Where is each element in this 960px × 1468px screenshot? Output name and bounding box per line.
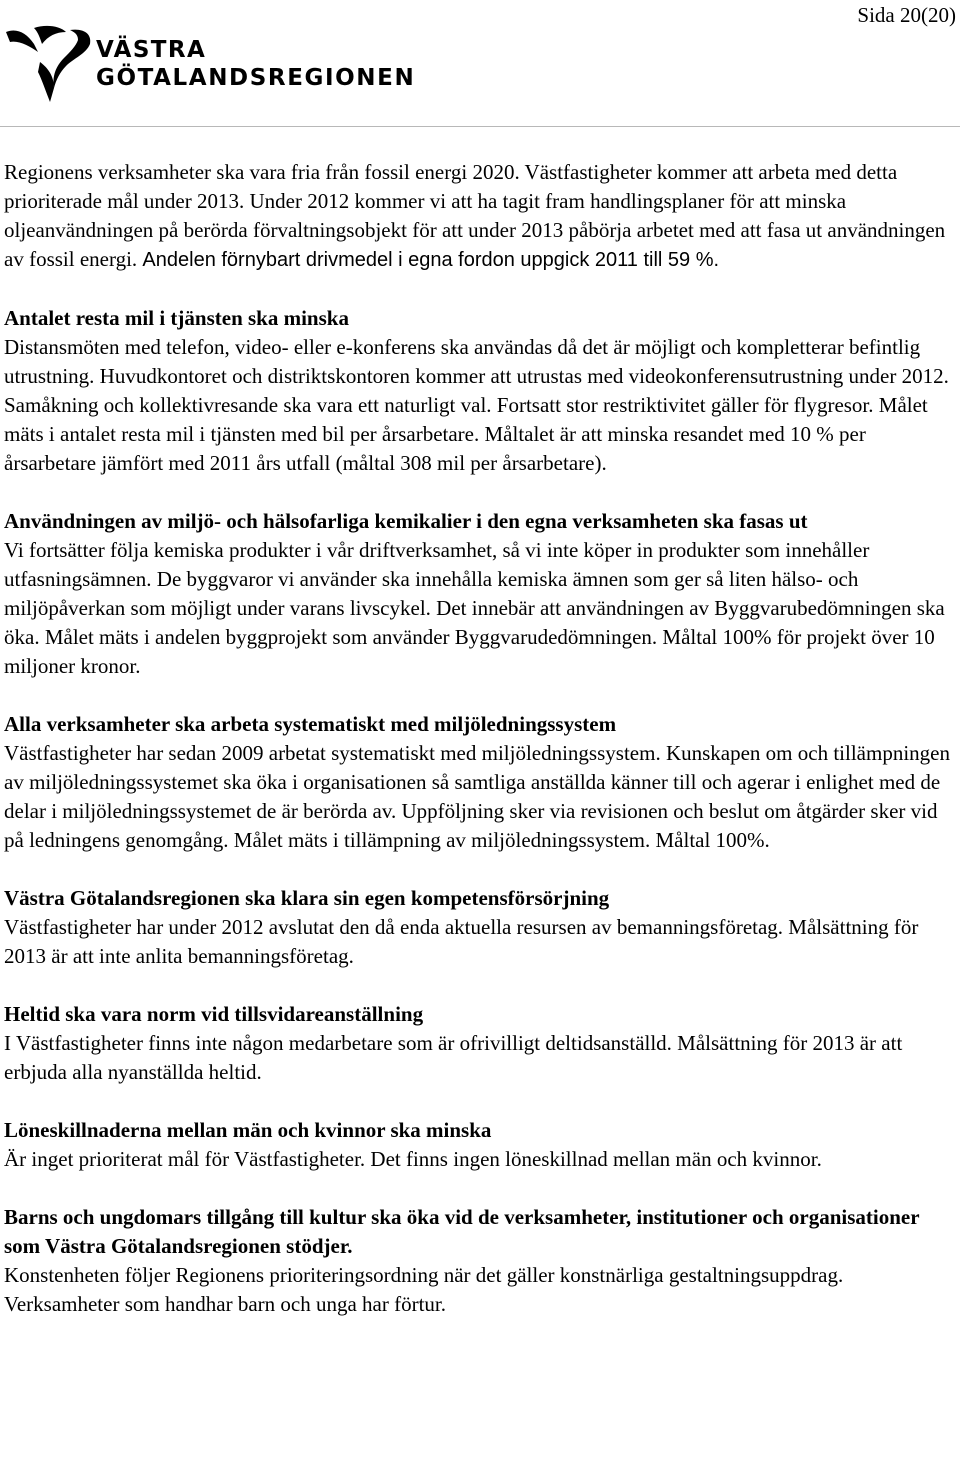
section-travel xyxy=(4,304,954,478)
section-heading: Användningen av miljö- och hälsofarliga kemikalier i den egna verksamheten ska fasas ut xyxy=(4,509,808,533)
logo xyxy=(4,22,416,108)
intro-sans-text: Andelen förnybart drivmedel i egna fordon uppgick 2011 till 59 %. xyxy=(142,249,720,271)
section-heading: Löneskillnaderna mellan män och kvinnor ska minska xyxy=(4,1118,492,1142)
logo-line1: VÄSTRA xyxy=(96,37,207,63)
vastra-gotalandsregionen-emblem-icon xyxy=(4,22,94,108)
document-body xyxy=(4,158,954,1319)
section-body: Konstenheten följer Regionens prioriteringsordning när det gäller konstnärliga gestaltningsuppdrag. Verksamheter som handhar barn och unga har förtur. xyxy=(4,1263,844,1316)
logo-line2: GÖTALANDSREGIONEN xyxy=(96,65,416,91)
section-body: Västfastigheter har sedan 2009 arbetat systematiskt med miljöledningssystem. Kunskapen om och tillämpningen av miljöledningssystemet ska öka i organisationen så samtliga anställda känner till och agerar i enlighet med de delar i miljöledningssystemet de är berörda av. Uppföljning sker via revisionen och beslut om åtgärder sker vid på ledningens genomgång. Målet mäts i tillämpning av miljöledningssystem. Måltal 100%. xyxy=(4,741,950,852)
section-body: Distansmöten med telefon, video- eller e-konferens ska användas då det är möjligt och kompletterar befintlig utrustning. Huvudkontoret och distriktskontoren kommer att utrustas med videokonferensutrustning under 2012. Samåkning och kollektivresande ska vara ett naturligt val. Fortsatt stor restriktivitet gäller för flygresor. Målet mäts i antalet resta mil i tjänsten med bil per årsarbetare. Måltalet är att minska resandet med 10 % per årsarbetare jämfört med 2011 års utfall (måltal 308 mil per årsarbetare). xyxy=(4,335,949,475)
section-heading: Alla verksamheter ska arbeta systematiskt med miljöledningssystem xyxy=(4,712,617,736)
section-heading: Västra Götalandsregionen ska klara sin egen kompetensförsörjning xyxy=(4,886,610,910)
section-fulltime xyxy=(4,1000,954,1087)
section-body: I Västfastigheter finns inte någon medarbetare som är ofrivilligt deltidsanställd. Målsättning för 2013 är att erbjuda alla nyanställda heltid. xyxy=(4,1031,903,1084)
section-environmental-management xyxy=(4,710,954,855)
header-divider xyxy=(0,126,960,127)
section-pay-gap xyxy=(4,1116,954,1174)
section-chemicals xyxy=(4,507,954,681)
section-competence xyxy=(4,884,954,971)
intro-paragraph xyxy=(4,158,954,275)
section-body: Är inget prioriterat mål för Västfastigheter. Det finns ingen löneskillnad mellan män och kvinnor. xyxy=(4,1147,822,1171)
section-heading: Barns och ungdomars tillgång till kultur ska öka vid de verksamheter, institutioner och organisationer som Västra Götalandsregionen stödjer. xyxy=(4,1205,920,1258)
section-heading: Antalet resta mil i tjänsten ska minska xyxy=(4,306,349,330)
section-body: Västfastigheter har under 2012 avslutat den då enda aktuella resursen av bemanningsföretag. Målsättning för 2013 är att inte anlita bemanningsföretag. xyxy=(4,915,919,968)
section-heading: Heltid ska vara norm vid tillsvidareanställning xyxy=(4,1002,424,1026)
section-culture xyxy=(4,1203,954,1319)
page-number: Sida 20(20) xyxy=(857,3,956,27)
section-body: Vi fortsätter följa kemiska produkter i vår driftverksamhet, så vi inte köper in produkter som innehåller utfasningsämnen. De byggvaror vi använder ska innehålla kemiska ämnen som ger så liten hälso- och miljöpåverkan som möjligt under varans livscykel. Det innebär att användningen av Byggvarubedömningen ska öka. Målet mäts i andelen byggprojekt som använder Byggvarudedömningen. Måltal 100% för projekt över 10 miljoner kronor. xyxy=(4,538,945,678)
intro-serif-text: Regionens verksamheter ska vara fria från fossil energi 2020. Västfastigheter kommer att arbeta med detta prioriterade mål under 2013. Under 2012 kommer vi att ha tagit fram handlingsplaner för att minska oljeanvändningen på berörda förvaltningsobjekt för att under 2013 påbörja arbetet med att fasa ut användningen av fossil energi. xyxy=(4,160,946,271)
